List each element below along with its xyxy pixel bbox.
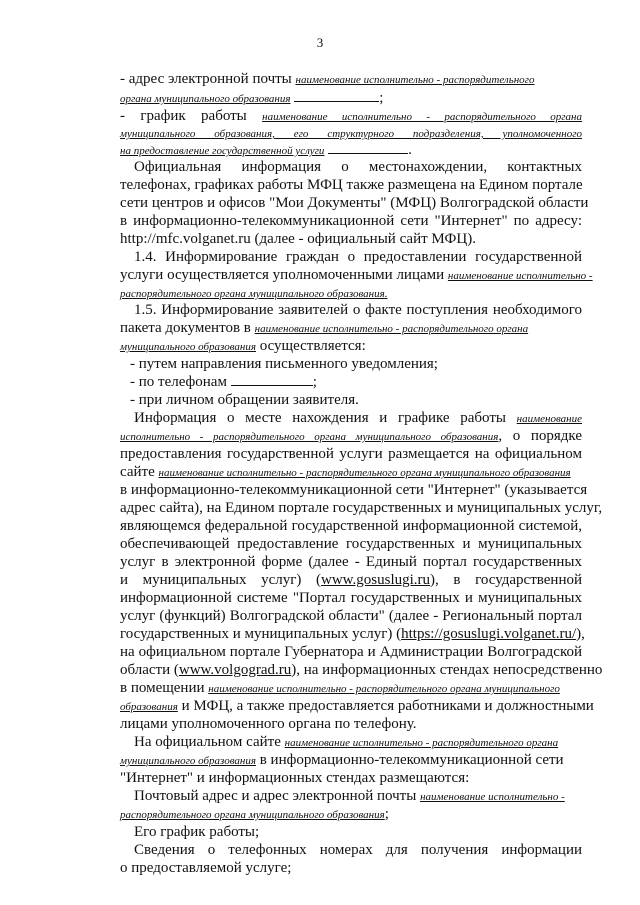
text-run: - адрес электронной почты	[120, 71, 296, 87]
placeholder-text: муниципального образования	[120, 755, 256, 767]
fill-in-blank	[328, 141, 408, 154]
text-run: ;	[379, 90, 384, 106]
placeholder-text: наименование исполнительно - распорядительного органа	[254, 323, 529, 335]
placeholder-text: распорядительного органа муниципального образования	[120, 809, 385, 821]
text-run: о предоставляемой услуге;	[120, 860, 292, 876]
text-line	[120, 715, 582, 733]
text-run: .	[408, 142, 412, 158]
text-line	[120, 643, 582, 661]
text-run: http://mfc.volganet.ru (далее - официальный сайт МФЦ).	[120, 231, 476, 247]
text-line	[134, 733, 582, 752]
text-line	[130, 355, 582, 373]
text-run: пакета документов в	[120, 320, 255, 336]
text-line	[134, 823, 582, 841]
text-run: в информационно-телекоммуникационной сети "Интернет" (указывается	[120, 482, 588, 498]
text-run: услуг в электронной форме (далее - Единый портал государственных	[120, 554, 582, 570]
text-run: Официальная информация о местонахождении, контактных	[134, 159, 582, 175]
text-run: - график работы	[120, 108, 263, 124]
fill-in-blank	[294, 89, 379, 102]
link-text: https://gosuslugi.volganet.ru/	[401, 626, 577, 642]
text-run: Сведения о телефонных номерах для получения информации	[134, 842, 582, 858]
text-run: в информационно-телекоммуникационной сети "Интернет" по адресу:	[120, 213, 582, 229]
text-run: Почтовый адрес и адрес электронной почты	[134, 788, 421, 804]
text-run: На официальном сайте	[134, 734, 285, 750]
link-text: www.volgograd.ru	[178, 662, 292, 678]
text-run: - путем направления письменного уведомления;	[130, 356, 438, 372]
text-line	[130, 373, 582, 391]
text-line	[120, 769, 582, 787]
text-line	[120, 212, 582, 230]
text-line	[120, 89, 582, 108]
text-run: информационной системе "Портал государственных и муниципальных	[120, 590, 582, 606]
text-line	[120, 194, 589, 212]
text-run: ),	[576, 626, 585, 642]
text-line	[120, 625, 585, 643]
page-number: 3	[316, 35, 324, 50]
text-line	[130, 391, 582, 409]
placeholder-text: исполнительно - распорядительного органа муниципального образования	[120, 431, 499, 443]
placeholder-text: наименование исполнительно - распорядительного органа муниципального	[208, 683, 560, 695]
text-line	[120, 266, 593, 285]
placeholder-text: наименование исполнительно - распорядительного органа муниципального образования	[158, 467, 571, 479]
text-line	[120, 70, 582, 89]
placeholder-text: на предоставление государственной услуги	[120, 145, 325, 157]
text-run: 1.5. Информирование заявителей о факте поступления необходимого	[134, 302, 582, 318]
text-line	[120, 463, 582, 482]
placeholder-text: органа муниципального образования	[120, 93, 291, 105]
text-run: лицами уполномоченного органа по телефону.	[120, 716, 417, 732]
placeholder-text: наименование	[516, 413, 582, 425]
text-line	[134, 301, 582, 319]
text-run: в информационно-телекоммуникационной сети	[255, 752, 564, 768]
text-run: обеспечивающей предоставление государственных и муниципальных	[120, 536, 582, 552]
text-line	[120, 805, 582, 824]
text-run: , о порядке	[498, 428, 582, 444]
text-line	[120, 571, 582, 589]
text-run: области (	[120, 662, 179, 678]
text-line	[120, 517, 582, 535]
text-line	[120, 751, 582, 770]
text-run: в помещении	[120, 680, 209, 696]
text-run: - по телефонам	[130, 374, 231, 390]
text-run: 1.4. Информирование граждан о предоставлении государственной	[134, 249, 582, 265]
text-run: Его график работы;	[134, 824, 260, 840]
placeholder-text: муниципального образования, его структурного подразделения, уполномоченного	[120, 128, 582, 140]
text-run: сайте	[120, 464, 159, 480]
text-line	[120, 607, 582, 625]
text-line	[134, 841, 582, 859]
text-line	[120, 697, 594, 716]
text-run: Информация о месте нахождения и графике работы	[134, 410, 517, 426]
text-line	[120, 445, 582, 463]
text-line	[134, 409, 582, 428]
text-run: ), в государственной	[430, 572, 583, 588]
placeholder-text: наименование исполнительно -	[447, 270, 593, 282]
placeholder-text: наименование исполнительно -	[420, 791, 565, 803]
text-run: сети центров и офисов "Мои Документы" (МФЦ) Волгоградской области	[120, 195, 589, 211]
placeholder-text: образования	[120, 701, 178, 713]
placeholder-text: наименование исполнительно - распорядительного	[295, 74, 535, 86]
text-line	[120, 319, 582, 338]
text-run: и МФЦ, а также предоставляется работниками и должностными	[177, 698, 594, 714]
text-line	[120, 859, 582, 877]
text-line	[120, 427, 582, 446]
placeholder-text: распорядительного органа муниципального образования.	[120, 288, 388, 300]
placeholder-text: наименование исполнительно - распорядительного органа	[284, 737, 559, 749]
text-run: "Интернет" и информационных стендах размещаются:	[120, 770, 470, 786]
text-line	[134, 787, 582, 806]
text-line	[134, 158, 582, 176]
placeholder-text: муниципального образования	[120, 341, 256, 353]
text-line	[120, 481, 588, 499]
text-run: являющемся федеральной государственной информационной системой,	[120, 518, 582, 534]
text-line	[120, 337, 582, 356]
fill-in-blank	[231, 373, 313, 386]
text-run: услуг (функций) Волгоградской области" (далее - Региональный портал	[120, 608, 582, 624]
text-line	[120, 661, 603, 679]
text-run: государственных и муниципальных услуг) (	[120, 626, 402, 642]
text-line	[120, 176, 582, 194]
text-line	[120, 499, 603, 517]
text-run: и муниципальных услуг) (	[120, 572, 322, 588]
text-run: адрес сайта), на Едином портале государственных и муниципальных услуг,	[120, 500, 603, 516]
text-line	[120, 230, 582, 248]
text-run: предоставления государственной услуги размещается на официальном	[120, 446, 582, 462]
text-run: - при личном обращении заявителя.	[130, 392, 359, 408]
text-line	[120, 589, 582, 607]
text-run: ), на информационных стендах непосредственно	[291, 662, 603, 678]
text-line	[120, 553, 582, 571]
text-run: услуги осуществляется уполномоченными лицами	[120, 267, 448, 283]
text-line	[120, 535, 582, 553]
text-run: на официальном портале Губернатора и Администрации Волгоградской	[120, 644, 582, 660]
text-line	[134, 248, 582, 266]
placeholder-text: наименование исполнительно - распорядительного органа	[262, 111, 582, 123]
text-run: ;	[312, 374, 317, 390]
text-run: телефонах, графиках работы МФЦ также размещена на Едином портале	[120, 177, 583, 193]
text-run: осуществляется:	[255, 338, 366, 354]
text-run: ;	[384, 806, 389, 822]
text-line	[120, 679, 582, 698]
link-text: www.gosuslugi.ru	[321, 572, 431, 588]
